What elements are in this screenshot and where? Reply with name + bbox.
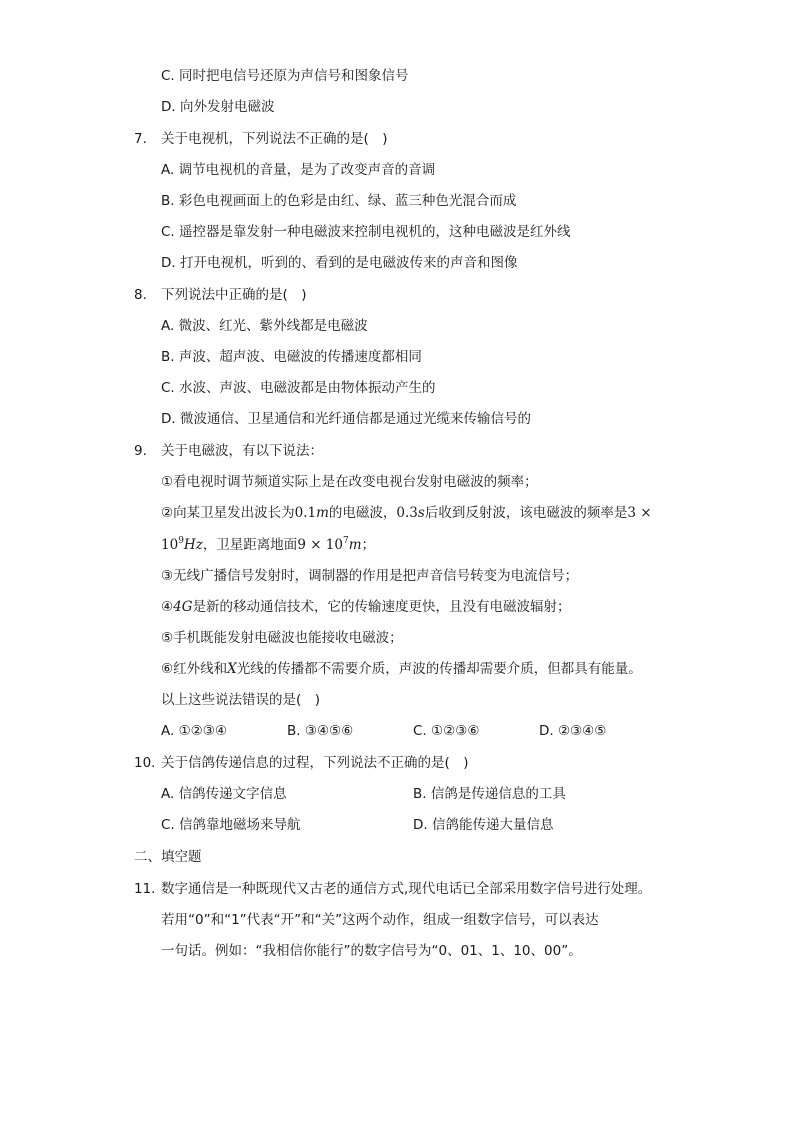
q9-statement-4: ④4G是新的移动通信技术，它的传输速度更快，且没有电磁波辐射；	[161, 599, 571, 615]
section-title-fill-in: 二、填空题	[134, 849, 202, 865]
q9-statement-3: ③无线广播信号发射时，调制器的作用是把声音信号转变为电流信号；	[161, 568, 579, 584]
q6-option-d: D. 向外发射电磁波	[161, 99, 275, 115]
q10-stem: 关于信鸽传递信息的过程，下列说法不正确的是( )	[161, 755, 469, 771]
q8-number: 8.	[134, 287, 147, 303]
q9-number: 9.	[134, 443, 147, 459]
q11-line-3: 一句话。例如：“我相信你能行”的数字信号为“0、01、1、10、00”。	[161, 943, 582, 959]
q10-option-b: B. 信鸽是传递信息的工具	[413, 786, 566, 802]
q11-line-2: 若用“0”和“1”代表“开”和“关”这两个动作，组成一组数字信号，可以表达	[161, 912, 599, 928]
q7-stem: 关于电视机，下列说法不正确的是( )	[161, 131, 388, 147]
q8-option-a: A. 微波、红光、紫外线都是电磁波	[161, 318, 368, 334]
q10-option-c: C. 信鸽靠地磁场来导航	[161, 817, 301, 833]
q9-option-d: D. ②③④⑤	[539, 723, 607, 739]
q7-option-d: D. 打开电视机，听到的、看到的是电磁波传来的声音和图像	[161, 255, 518, 271]
q6-option-c: C. 同时把电信号还原为声信号和图象信号	[161, 68, 409, 84]
q9-option-a: A. ①②③④	[161, 723, 227, 739]
q8-option-d: D. 微波通信、卫星通信和光纤通信都是通过光缆来传输信号的	[161, 411, 531, 427]
q9-statement-6: ⑥红外线和X光线的传播都不需要介质，声波的传播却需要介质，但都具有能量。	[161, 661, 642, 677]
q9-question: 以上这些说法错误的是( )	[161, 692, 321, 708]
q10-number: 10.	[134, 755, 156, 771]
q8-option-c: C. 水波、声波、电磁波都是由物体振动产生的	[161, 380, 436, 396]
q10-option-a: A. 信鸽传递文字信息	[161, 786, 287, 802]
q11-line-1: 数字通信是一种既现代又古老的通信方式,现代电话已全部采用数字信号进行处理。	[161, 881, 652, 897]
q7-option-c: C. 遥控器是靠发射一种电磁波来控制电视机的，这种电磁波是红外线	[161, 224, 571, 240]
q9-statement-1: ①看电视时调节频道实际上是在改变电视台发射电磁波的频率；	[161, 474, 538, 490]
q9-statement-5: ⑤手机既能发射电磁波也能接收电磁波；	[161, 630, 403, 646]
q11-number: 11.	[134, 881, 156, 897]
q8-option-b: B. 声波、超声波、电磁波的传播速度都相同	[161, 349, 422, 365]
q10-option-d: D. 信鸽能传递大量信息	[413, 817, 554, 833]
q9-option-b: B. ③④⑤⑥	[287, 723, 354, 739]
q9-stem: 关于电磁波，有以下说法：	[161, 443, 323, 459]
q7-option-a: A. 调节电视机的音量，是为了改变声音的音调	[161, 162, 436, 178]
q9-statement-2-line1: ②向某卫星发出波长为0.1m的电磁波，0.3s后收到反射波，该电磁波的频率是3 ×	[161, 505, 652, 521]
q7-option-b: B. 彩色电视画面上的色彩是由红、绿、蓝三种色光混合而成	[161, 193, 517, 209]
q9-option-c: C. ①②③⑥	[413, 723, 480, 739]
q8-stem: 下列说法中正确的是( )	[161, 287, 307, 303]
q7-number: 7.	[134, 131, 147, 147]
q9-statement-2-line2: $10^9Hz$，卫星距离地面$9 \times 10^7m$；	[161, 536, 376, 553]
